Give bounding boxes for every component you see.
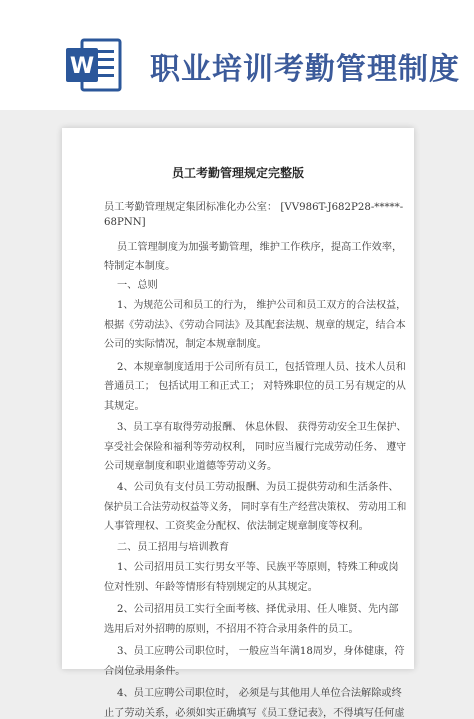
document-title: 员工考勤管理规定完整版 [171, 166, 304, 180]
document-line: 其规定。 [104, 401, 145, 412]
document-line: 68PNN] [104, 217, 146, 228]
document-page [62, 128, 414, 719]
document-line: 公司的实际情况，制定本规章制度。 [104, 339, 267, 350]
document-line: 4、员工应聘公司职位时， 必须是与其他用人单位合法解除或终 [117, 688, 402, 699]
document-line: 选用后对外招聘的原则，不招用不符合录用条件的员工。 [104, 624, 359, 635]
document-line: 2、公司招用员工实行全面考核、择优录用、任人唯贤、先内部 [117, 604, 399, 615]
document-line: 3、员工享有取得劳动报酬、 休息休假、 获得劳动安全卫生保护、 [117, 422, 407, 433]
document-line: 4、公司负有支付员工劳动报酬、为员工提供劳动和生活条件、 [117, 482, 399, 493]
document-line: 根据《劳动法》、《劳动合同法》及其配套法规、规章的规定，结合本 [104, 320, 406, 331]
document-line: 享受社会保险和福利等劳动权利， 同时应当履行完成劳动任务、 遵守 [104, 442, 407, 453]
document-line: 员工管理制度为加强考勤管理，维护工作秩序，提高工作效率， [117, 242, 403, 253]
document-line: 合岗位录用条件。 [104, 666, 186, 677]
section-heading: 一、总则 [117, 280, 158, 291]
document-line: 位对性别、年龄等情形有特别规定的从其规定。 [104, 582, 318, 593]
banner-title: 职业培训考勤管理制度 [150, 52, 460, 87]
section-heading: 二、员工招用与培训教育 [117, 542, 230, 553]
document-line: 特制定本制度。 [104, 261, 176, 272]
document-line: 人事管理权、工资奖金分配权、依法制定规章制度等权利。 [104, 521, 369, 532]
document-line: 1、公司招用员工实行男女平等、民族平等原则，特殊工种或岗 [117, 562, 399, 573]
word-document-icon [62, 34, 124, 96]
banner [0, 0, 474, 110]
document-line: 2、本规章制度适用于公司所有员工，包括管理人员、技术人员和 [117, 362, 406, 373]
document-line: 3、员工应聘公司职位时， 一般应当年满18周岁，身体健康，符 [117, 646, 405, 657]
document-line: 员工考勤管理规定集团标准化办公室： [VV986T-J682P28-*****- [104, 202, 404, 213]
document-line: 普通员工； 包括试用工和正式工； 对特殊职位的员工另有规定的从 [104, 381, 406, 392]
document-line: 1、为规范公司和员工的行为， 维护公司和员工双方的合法权益， [117, 300, 407, 311]
document-line: 保护员工合法劳动权益等义务， 同时享有生产经营决策权、 劳动用工和 [104, 502, 407, 513]
document-line: 公司规章制度和职业道德等劳动义务。 [104, 461, 278, 472]
word-logo-letter: W [69, 54, 95, 79]
document-line: 止了劳动关系，必须如实正确填写《员工登记表》，不得填写任何虚 [104, 708, 405, 719]
